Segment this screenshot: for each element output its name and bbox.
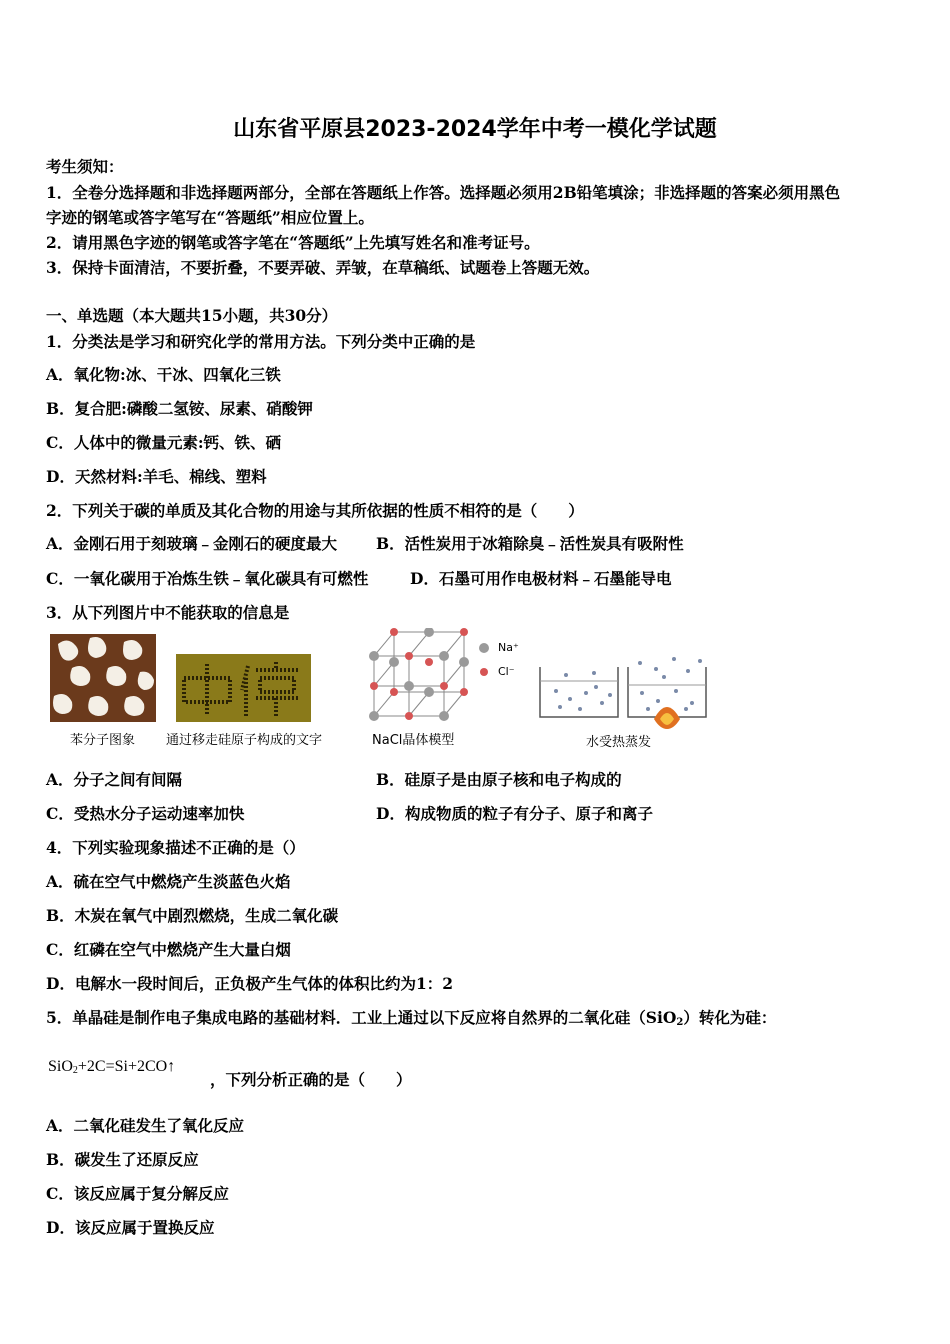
silicon-atom-text-image: [176, 654, 311, 722]
q5-stem-sub: 2: [676, 1017, 684, 1028]
q5-stem: [46, 1006, 776, 1028]
q3-stem: 3．从下列图片中不能获取的信息是: [46, 603, 290, 622]
q1-option-d: D．天然材料:羊毛、棉线、塑料: [46, 467, 267, 486]
q2-stem: 2．下列关于碳的单质及其化合物的用途与其所依据的性质不相符的是（ ）: [46, 501, 584, 520]
q5-stem-pre: 5．单晶硅是制作电子集成电路的基础材料．工业上通过以下反应将自然界的二氧化硅（SiO: [46, 1008, 677, 1027]
q3-option-d: D．构成物质的粒子有分子、原子和离子: [376, 804, 653, 823]
q5-option-b: B．碳发生了还原反应: [46, 1150, 199, 1169]
q5-stem-post: ）转化为硅：: [683, 1008, 777, 1027]
eq-post: +2C=Si+2CO↑: [77, 1058, 176, 1075]
page-title: 山东省平原县2023-2024学年中考一模化学试题: [233, 117, 717, 142]
q2-option-a: A．金刚石用于刻玻璃﹣金刚石的硬度最大: [46, 534, 338, 553]
q3-option-c: C．受热水分子运动速率加快: [46, 804, 245, 823]
q4-option-b: B．木炭在氧气中剧烈燃烧，生成二氧化碳: [46, 906, 339, 925]
q4-option-d: D．电解水一段时间后，正负极产生气体的体积比约为1：2: [46, 974, 454, 993]
q5-option-d: D．该反应属于置换反应: [46, 1218, 215, 1237]
notice-header: 考生须知：: [46, 157, 124, 176]
q4-option-c: C．红磷在空气中燃烧产生大量白烟: [46, 940, 291, 959]
notice-item-3: 3．保持卡面清洁，不要折叠，不要弄破、弄皱，在草稿纸、试题卷上答题无效。: [46, 258, 600, 277]
caption-silicon: 通过移走硅原子构成的文字: [166, 733, 323, 748]
q2-option-b: B．活性炭用于冰箱除臭﹣活性炭具有吸附性: [376, 534, 684, 553]
q3-option-a: A．分子之间有间隔: [46, 770, 183, 789]
q1-option-c: C．人体中的微量元素:钙、铁、硒: [46, 433, 282, 452]
legend-na-ion: Na⁺: [498, 641, 519, 654]
q1-option-a: A．氧化物:冰、干冰、四氧化三铁: [46, 365, 281, 384]
q4-stem: 4．下列实验现象描述不正确的是（）: [46, 838, 305, 857]
notice-item-1a: 1．全卷分选择题和非选择题两部分，全部在答题纸上作答。选择题必须用2B铅笔填涂；非选择题的答案必须用黑色: [46, 183, 841, 202]
q5-equation-row: [48, 1056, 175, 1076]
q5-option-a: A．二氧化硅发生了氧化反应: [46, 1116, 245, 1135]
benzene-molecule-image: [50, 634, 156, 722]
q1-stem: 1．分类法是学习和研究化学的常用方法。下列分类中正确的是: [46, 332, 476, 351]
q3-option-b: B．硅原子是由原子核和电子构成的: [376, 770, 622, 789]
eq-pre: SiO: [48, 1058, 73, 1075]
q2-option-d: D．石墨可用作电极材料﹣石墨能导电: [410, 569, 672, 588]
caption-nacl: NaCl晶体模型: [372, 733, 455, 748]
reaction-equation: [48, 1058, 175, 1075]
q5-equation-tail: ，下列分析正确的是（ ）: [210, 1070, 412, 1089]
section-heading: 一、单选题（本大题共15小题，共30分）: [46, 306, 338, 325]
q2-option-c: C．一氧化碳用于冶炼生铁﹣氧化碳具有可燃性: [46, 569, 369, 588]
eq-sub: 2: [72, 1065, 78, 1076]
notice-item-2: 2．请用黑色字迹的钢笔或答字笔在“答题纸”上先填写姓名和准考证号。: [46, 233, 540, 252]
q5-option-c: C．该反应属于复分解反应: [46, 1184, 229, 1203]
caption-benzene: 苯分子图象: [70, 733, 136, 748]
water-heating-image: [536, 655, 712, 730]
caption-water: 水受热蒸发: [586, 735, 652, 750]
notice-item-1b: 字迹的钢笔或答字笔写在“答题纸”相应位置上。: [46, 208, 374, 227]
q4-option-a: A．硫在空气中燃烧产生淡蓝色火焰: [46, 872, 291, 891]
legend-cl-ion: Cl⁻: [498, 665, 515, 678]
q1-option-b: B．复合肥:磷酸二氢铵、尿素、硝酸钾: [46, 399, 313, 418]
